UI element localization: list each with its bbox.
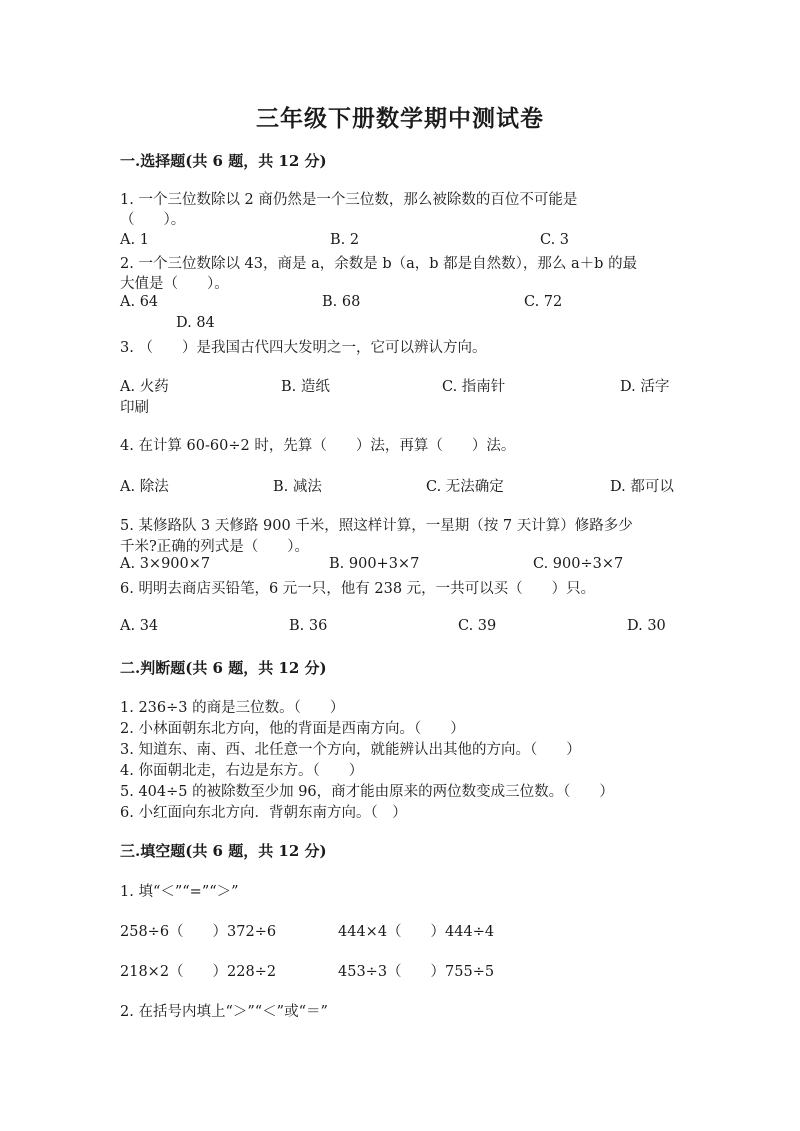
option-b: B. 36 [289,618,328,634]
option-d: D. 活字 [620,379,670,395]
option-a: A. 34 [120,618,159,634]
option-c: C. 72 [524,294,563,310]
option-d: D. 都可以 [610,479,674,495]
judge-item: 3. 知道东、南、西、北任意一个方向，就能辨认出其他的方向。（ ） [120,742,581,758]
question-text: 5. 某修路队 3 天修路 900 千米，照这样计算，一星期（按 7 天计算）修路多少 [120,518,633,534]
question-text: 3. （ ）是我国古代四大发明之一，它可以辨认方向。 [120,340,487,356]
option-b: B. 68 [322,294,361,310]
option-a: A. 64 [120,294,159,310]
option-b: B. 造纸 [281,379,330,395]
question-text: 1. 填“＜”“=”“＞” [120,884,239,900]
section-heading-choice: 一.选择题(共 6 题，共 12 分) [120,152,327,170]
option-b: B. 减法 [273,479,322,495]
judge-item: 6. 小红面向东北方向．背朝东南方向。（ ） [120,805,407,821]
option-a: A. 除法 [120,479,169,495]
option-a: A. 火药 [120,379,169,395]
judge-item: 2. 小林面朝东北方向，他的背面是西南方向。（ ） [120,721,465,737]
question-text: 2. 一个三位数除以 43，商是 a，余数是 b（a，b 都是自然数），那么 a＋b 的最 [120,256,638,272]
comparison-item: 444×4（ ）444÷4 [338,924,495,940]
option-c: C. 900÷3×7 [533,556,624,572]
option-c: C. 无法确定 [426,479,504,495]
option-d: D. 30 [627,618,666,634]
comparison-item: 453÷3（ ）755÷5 [338,964,495,980]
question-text: （ ）。 [120,212,186,228]
comparison-item: 218×2（ ）228÷2 [120,964,277,980]
judge-item: 5. 404÷5 的被除数至少加 96，商才能由原来的两位数变成三位数。（ ） [120,784,614,800]
option-d-continued: 印刷 [120,400,149,416]
question-text: 6. 明明去商店买铅笔，6 元一只，他有 238 元，一共可以买（ ）只。 [120,581,596,597]
option-a: A. 3×900×7 [120,556,211,572]
section-heading-judge: 二.判断题(共 6 题，共 12 分) [120,659,327,677]
question-text: 千米?正确的列式是（ ）。 [120,539,310,555]
option-b: B. 2 [330,232,360,248]
question-text: 4. 在计算 60-60÷2 时，先算（ ）法，再算（ ）法。 [120,438,516,454]
page-title: 三年级下册数学期中测试卷 [256,105,544,132]
comparison-item: 258÷6（ ）372÷6 [120,924,277,940]
option-a: A. 1 [120,232,149,248]
judge-item: 4. 你面朝北走，右边是东方。（ ） [120,763,364,779]
option-d: D. 84 [176,315,215,331]
option-c: C. 39 [458,618,497,634]
section-heading-fill: 三.填空题(共 6 题，共 12 分) [120,842,327,860]
option-c: C. 3 [540,232,570,248]
judge-item: 1. 236÷3 的商是三位数。（ ） [120,700,345,716]
question-text: 大值是（ ）。 [120,276,229,292]
question-text: 2. 在括号内填上“＞”“＜”或“＝” [120,1004,328,1020]
option-c: C. 指南针 [442,379,506,395]
option-b: B. 900+3×7 [329,556,420,572]
question-text: 1. 一个三位数除以 2 商仍然是一个三位数，那么被除数的百位不可能是 [120,192,578,208]
